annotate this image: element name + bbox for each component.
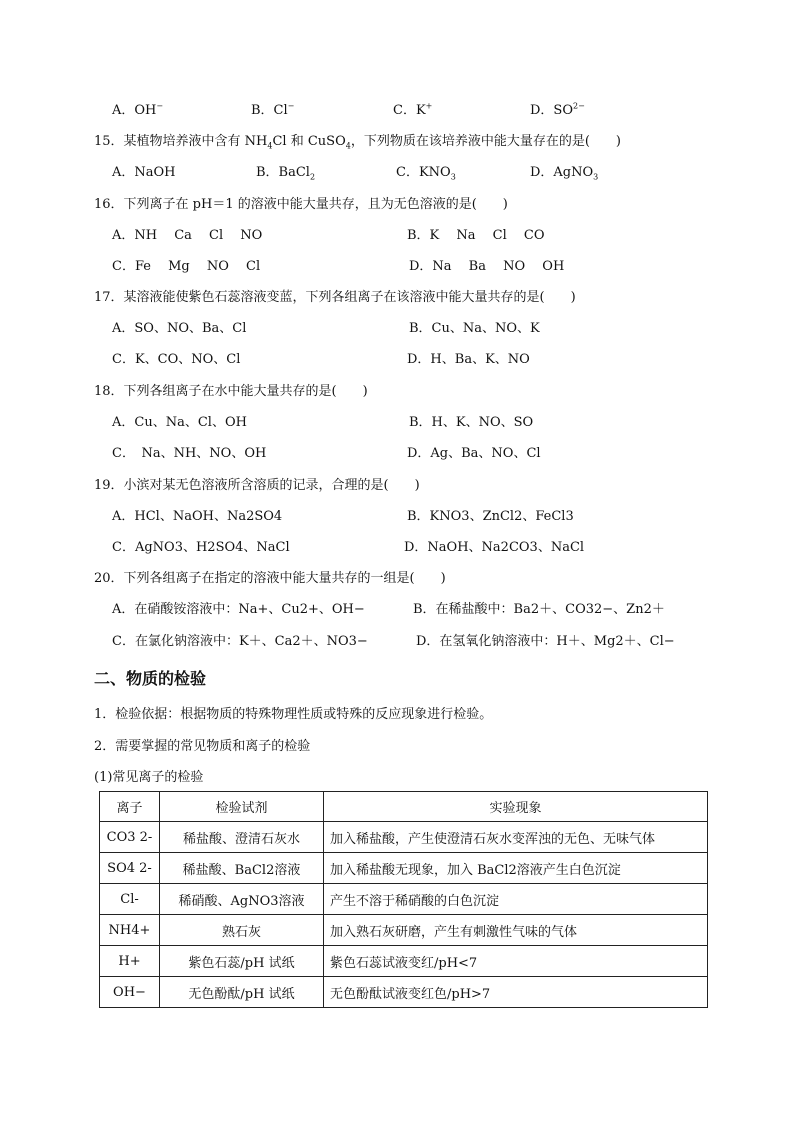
table-cell-result: 加入稀盐酸，产生使澄清石灰水变浑浊的无色、无味气体	[324, 822, 708, 853]
q15-option-d: D．AgNO$_3$	[530, 165, 599, 182]
q18-option-b: B．H、K、NO、SO	[409, 415, 534, 430]
q17-option-a: A．SO、NO、Ba、Cl	[112, 321, 247, 336]
q18-option-d: D．Ag、Ba、NO、Cl	[407, 446, 541, 461]
q20-option-c: C．在氯化钠溶液中：K＋、Ca2＋、NO3−	[112, 634, 368, 649]
table-header-ion: 离子	[100, 792, 160, 822]
q16-option-c: C．Fe Mg NO Cl	[112, 259, 261, 274]
table-cell-result: 加入稀盐酸无现象，加入 BaCl2溶液产生白色沉淀	[324, 853, 708, 884]
table-row	[100, 822, 708, 853]
section-title: 二、物质的检验	[94, 669, 207, 688]
section-paragraph-3: (1)常见离子的检验	[94, 770, 204, 785]
q16-option-b: B．K Na Cl CO	[407, 228, 545, 243]
q18-option-c: C． Na、NH、NO、OH	[112, 446, 267, 461]
q20-option-b: B．在稀盐酸中：Ba2＋、CO32−、Zn2＋	[413, 602, 665, 617]
q20-option-a: A．在硝酸铵溶液中：Na+、Cu2+、OH−	[112, 602, 365, 617]
q19-option-b: B．KNO3、ZnCl2、FeCl3	[407, 509, 574, 524]
table-row	[100, 884, 708, 915]
q15-stem: 15．某植物培养液中含有 $NH_4Cl$ 和 CuSO$_4$，下列物质在该培养液中能大量存在的是( )	[94, 134, 621, 151]
q19-option-c: C．AgNO3、H2SO4、NaCl	[112, 540, 290, 555]
q15-option-a: A．NaOH	[112, 165, 176, 180]
table-row	[100, 853, 708, 884]
table-header-result: 实验现象	[324, 792, 708, 822]
table-header-row	[100, 792, 708, 822]
q19-option-d: D．NaOH、Na2CO3、NaCl	[404, 540, 585, 555]
table-cell-result: 产生不溶于稀硝酸的白色沉淀	[324, 884, 708, 915]
q15-option-b: B．BaCl$_2$	[256, 165, 316, 182]
table-header-reagent: 检验试剂	[160, 792, 324, 822]
table-cell-reagent: 稀盐酸、BaCl2溶液	[160, 853, 324, 884]
ion-test-table	[99, 791, 708, 1008]
table-cell-reagent: 稀硝酸、AgNO3溶液	[160, 884, 324, 915]
q20-option-d: D．在氢氧化钠溶液中：H＋、Mg2＋、Cl−	[416, 634, 675, 649]
q14-option-b: B．Cl−	[251, 101, 295, 118]
table-cell-ion: NH4+	[100, 915, 160, 946]
section-paragraph-1: 1．检验依据：根据物质的特殊物理性质或特殊的反应现象进行检验。	[94, 707, 493, 722]
q18-stem: 18．下列各组离子在水中能大量共存的是( )	[94, 384, 368, 399]
q15-option-c: C．$KNO_3$	[396, 165, 456, 182]
table-cell-result: 加入熟石灰研磨，产生有刺激性气味的气体	[324, 915, 708, 946]
q19-stem: 19．小滨对某无色溶液所含溶质的记录，合理的是( )	[94, 478, 420, 493]
q14-option-a: A．OH−	[112, 101, 164, 118]
q20-stem: 20．下列各组离子在指定的溶液中能大量共存的一组是( )	[94, 571, 446, 586]
q19-option-a: A．HCl、NaOH、Na2SO4	[112, 509, 283, 524]
table-cell-ion: H+	[100, 946, 160, 977]
q16-stem: 16．下列离子在 pH＝1 的溶液中能大量共存，且为无色溶液的是( )	[94, 197, 508, 212]
table-cell-result: 紫色石蕊试液变红/pH<7	[324, 946, 708, 977]
table-row	[100, 977, 708, 1008]
table-cell-ion: OH−	[100, 977, 160, 1008]
q17-stem: 17．某溶液能使紫色石蕊溶液变蓝，下列各组离子在该溶液中能大量共存的是( )	[94, 290, 576, 305]
table-cell-reagent: 熟石灰	[160, 915, 324, 946]
table-cell-ion: CO3 2-	[100, 822, 160, 853]
q17-option-d: D．H、Ba、K、NO	[407, 352, 530, 367]
section-paragraph-2: 2．需要掌握的常见物质和离子的检验	[94, 739, 311, 754]
q14-option-d: D．$SO^{2-}$	[530, 101, 585, 118]
q16-option-d: D．Na Ba NO OH	[409, 259, 565, 274]
table-cell-reagent: 无色酚酞/pH 试纸	[160, 977, 324, 1008]
q17-option-b: B．Cu、Na、NO、K	[409, 321, 540, 336]
q18-option-a: A．Cu、Na、Cl、OH	[112, 415, 247, 430]
q16-option-a: A．NH Ca Cl NO	[112, 228, 263, 243]
table-cell-ion: Cl-	[100, 884, 160, 915]
table-cell-result: 无色酚酞试液变红色/pH>7	[324, 977, 708, 1008]
table-cell-reagent: 紫色石蕊/pH 试纸	[160, 946, 324, 977]
q14-option-c: C．K+	[393, 101, 433, 118]
q17-option-c: C．K、CO、NO、Cl	[112, 352, 241, 367]
table-row	[100, 915, 708, 946]
table-row	[100, 946, 708, 977]
table-cell-reagent: 稀盐酸、澄清石灰水	[160, 822, 324, 853]
table-cell-ion: SO4 2-	[100, 853, 160, 884]
